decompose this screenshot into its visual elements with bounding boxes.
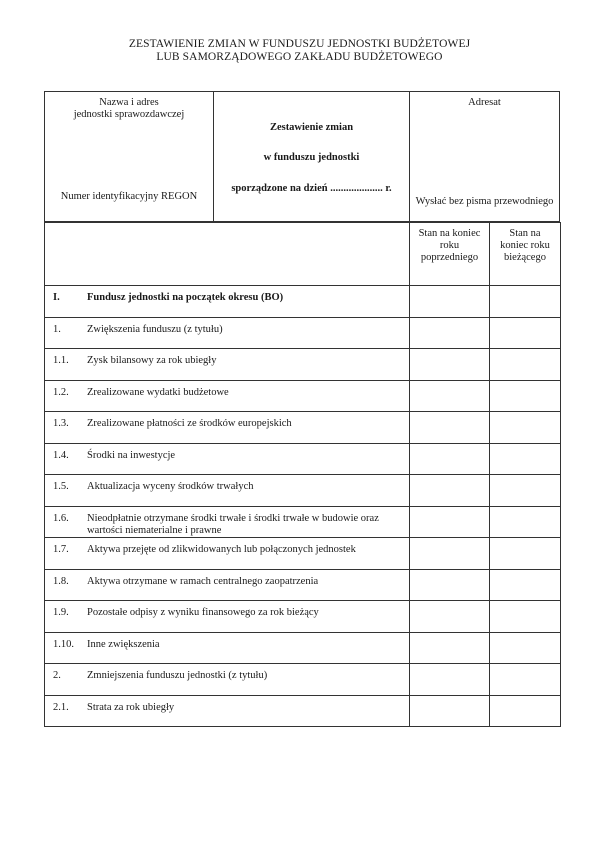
value-prev-year-cell[interactable] (410, 696, 490, 727)
row-label: Inne zwiększenia (87, 639, 160, 650)
addressee-label: Adresat (468, 97, 501, 108)
row-label: Zrealizowane wydatki budżetowe (87, 387, 229, 398)
row-label-cell (45, 444, 410, 475)
value-prev-year-cell[interactable] (410, 444, 490, 475)
row-number: I. (53, 292, 60, 303)
table-header-row (45, 223, 561, 286)
value-prev-year-cell[interactable] (410, 570, 490, 601)
row-label-cell (45, 633, 410, 664)
row-label-cell (45, 318, 410, 349)
row-number: 1.6. (53, 513, 69, 524)
row-label: Zysk bilansowy za rok ubiegły (87, 355, 217, 366)
row-number: 2. (53, 670, 61, 681)
value-prev-year-cell[interactable] (410, 286, 490, 318)
value-curr-year-cell[interactable] (490, 507, 561, 538)
value-curr-year-cell[interactable] (490, 538, 561, 570)
row-label: Środki na inwestycje (87, 450, 176, 461)
value-curr-year-cell[interactable] (490, 318, 561, 349)
value-prev-year-cell[interactable] (410, 349, 490, 381)
row-label-cell (45, 349, 410, 381)
value-curr-year-cell[interactable] (490, 664, 561, 696)
row-number: 1.10. (53, 639, 74, 650)
column-curr-year-line-3: bieżącego (504, 252, 546, 263)
row-label-cell (45, 696, 410, 727)
value-prev-year-cell[interactable] (410, 507, 490, 538)
value-prev-year-cell[interactable] (410, 633, 490, 664)
value-curr-year-cell[interactable] (490, 570, 561, 601)
value-curr-year-cell[interactable] (490, 444, 561, 475)
value-prev-year-cell[interactable] (410, 381, 490, 412)
table-row (45, 381, 561, 412)
value-prev-year-cell[interactable] (410, 412, 490, 444)
value-curr-year-cell[interactable] (490, 349, 561, 381)
title-line-2: LUB SAMORZĄDOWEGO ZAKŁADU BUDŻETOWEGO (156, 51, 443, 63)
row-label: Pozostałe odpisy z wyniku finansowego za rok bieżący (87, 607, 319, 618)
row-label-cell (45, 570, 410, 601)
column-curr-year (490, 223, 561, 286)
row-label-cell (45, 286, 410, 318)
table-row (45, 412, 561, 444)
row-label: Aktywa przejęte od zlikwidowanych lub połączonych jednostek (87, 544, 356, 555)
row-label: Nieodpłatnie otrzymane środki trwałe i środki trwałe w budowie oraz wartości niematerialne i prawne (87, 513, 379, 536)
table-row (45, 538, 561, 570)
table-row (45, 664, 561, 696)
addressee-cell (410, 92, 559, 221)
row-label-cell (45, 412, 410, 444)
row-label: Zrealizowane płatności ze środków europejskich (87, 418, 292, 429)
table-row (45, 349, 561, 381)
row-label: Zmniejszenia funduszu jednostki (z tytułu) (87, 670, 268, 681)
value-prev-year-cell[interactable] (410, 318, 490, 349)
row-number: 1.9. (53, 607, 69, 618)
value-curr-year-cell[interactable] (490, 633, 561, 664)
value-curr-year-cell[interactable] (490, 696, 561, 727)
unit-name-label-2: jednostki sprawozdawczej (73, 109, 185, 120)
column-prev-year-line-1: Stan na koniec (418, 228, 481, 239)
row-number: 1.2. (53, 387, 69, 398)
table-row (45, 696, 561, 727)
regon-label: Numer identyfikacyjny REGON (60, 191, 198, 202)
row-number: 1.4. (53, 450, 69, 461)
row-label-cell (45, 507, 410, 538)
value-prev-year-cell[interactable] (410, 601, 490, 633)
row-number: 1.8. (53, 576, 69, 587)
table-row (45, 633, 561, 664)
table-row (45, 570, 561, 601)
unit-info-cell (45, 92, 214, 221)
row-label-cell (45, 475, 410, 507)
table-row (45, 601, 561, 633)
value-prev-year-cell[interactable] (410, 475, 490, 507)
report-title-line-2: w funduszu jednostki (263, 152, 360, 163)
column-curr-year-line-1: Stan na (509, 228, 541, 239)
row-number: 2.1. (53, 702, 69, 713)
column-prev-year (410, 223, 490, 286)
value-prev-year-cell[interactable] (410, 664, 490, 696)
table-row (45, 444, 561, 475)
row-label: Strata za rok ubiegły (87, 702, 175, 713)
column-prev-year-line-3: poprzedniego (420, 252, 479, 263)
value-prev-year-cell[interactable] (410, 538, 490, 570)
report-date-line: sporządzone na dzień .................... r. (231, 183, 392, 194)
row-label: Zwiększenia funduszu (z tytułu) (87, 324, 223, 335)
table-row (45, 475, 561, 507)
row-number: 1.7. (53, 544, 69, 555)
row-number: 1. (53, 324, 61, 335)
document-title (0, 38, 599, 64)
title-line-1: ZESTAWIENIE ZMIAN W FUNDUSZU JEDNOSTKI BUDŻETOWEJ (128, 38, 471, 50)
value-curr-year-cell[interactable] (490, 381, 561, 412)
row-label-cell (45, 601, 410, 633)
report-title-cell (214, 92, 410, 221)
send-note: Wysłać bez pisma przewodniego (415, 196, 554, 207)
row-label: Aktywa otrzymane w ramach centralnego zaopatrzenia (87, 576, 319, 587)
table-row (45, 507, 561, 538)
row-number: 1.5. (53, 481, 69, 492)
fund-changes-table (44, 222, 561, 727)
row-label-cell (45, 664, 410, 696)
row-label: Aktualizacja wyceny środków trwałych (87, 481, 254, 492)
column-prev-year-line-2: roku (439, 240, 460, 251)
value-curr-year-cell[interactable] (490, 286, 561, 318)
row-label-cell (45, 538, 410, 570)
row-number: 1.1. (53, 355, 69, 366)
header-blank-cell (45, 223, 410, 286)
column-curr-year-line-2: koniec roku (500, 240, 550, 251)
report-title-line-1: Zestawienie zmian (269, 122, 354, 133)
table-row (45, 286, 561, 318)
header-box (44, 91, 560, 222)
value-curr-year-cell[interactable] (490, 412, 561, 444)
value-curr-year-cell[interactable] (490, 475, 561, 507)
row-label-cell (45, 381, 410, 412)
row-label: Fundusz jednostki na początek okresu (BO) (87, 292, 284, 303)
row-number: 1.3. (53, 418, 69, 429)
value-curr-year-cell[interactable] (490, 601, 561, 633)
unit-name-label-1: Nazwa i adres (99, 97, 159, 108)
table-row (45, 318, 561, 349)
